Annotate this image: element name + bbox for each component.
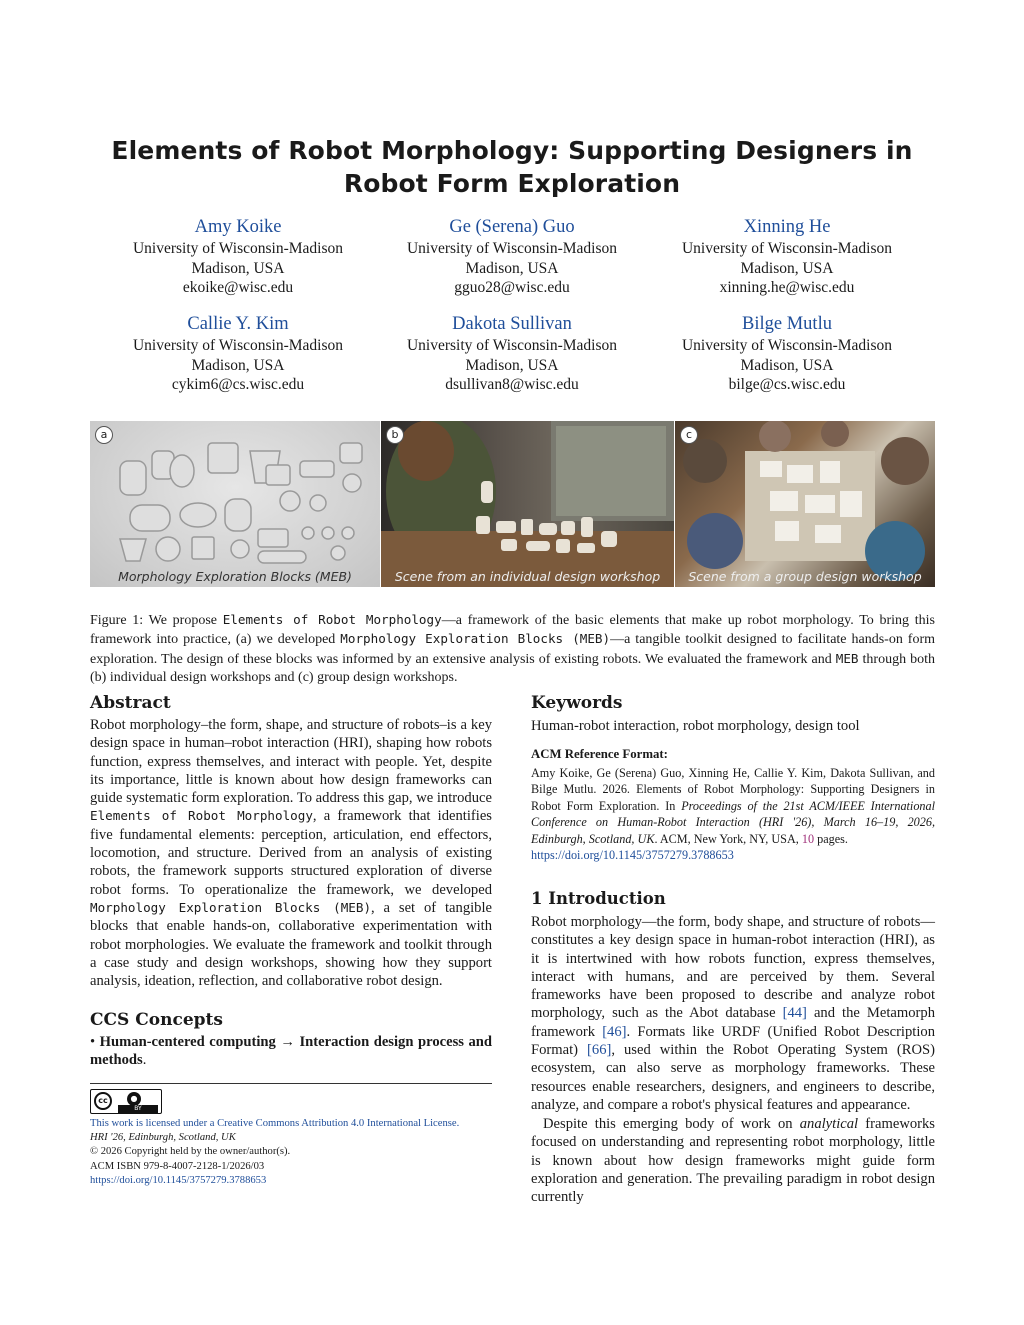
- citation-link[interactable]: [46]: [602, 1023, 627, 1040]
- author-affiliation: University of Wisconsin-Madison: [132, 337, 344, 354]
- author-location: Madison, USA: [740, 259, 834, 277]
- intro-emphasis: analytical: [799, 1116, 859, 1132]
- author-email: bilge@cs.wisc.edu: [728, 376, 846, 393]
- caption-text: through both (b) individual design workshops and (c) group design workshops.: [90, 651, 935, 685]
- author-block: [657, 216, 917, 298]
- individual-workshop-photo: [381, 421, 674, 587]
- group-workshop-photo: [675, 421, 935, 587]
- author-name[interactable]: Amy Koike: [194, 217, 282, 237]
- acm-reference-text: pages.: [814, 831, 848, 846]
- caption-text: —a tangible toolkit designed to facilitate hands-on form exploration. The design of these blocks was informed by an extensive analysis of existing robots. We evaluated the framework and: [90, 632, 936, 667]
- panel-badge: b: [386, 426, 404, 444]
- intro-text: . Formats like URDF (Unified Robot Description Format): [531, 1023, 935, 1059]
- ccs-concept: Human-centered computing: [99, 1034, 276, 1050]
- author-name[interactable]: Ge (Serena) Guo: [449, 217, 575, 237]
- author-name[interactable]: Xinning He: [743, 217, 831, 237]
- abstract-text: , a set of tangible blocks that enable hands-on, collaborative experimentation with robot morphologies. We evaluate the framework and toolkit through a case study and design workshops, showing how they support analysis, ideation, reflection, and collaborative robot design.: [90, 899, 492, 990]
- author-block: [108, 313, 368, 395]
- doi-link[interactable]: https://doi.org/10.1145/3757279.3788653: [90, 1174, 267, 1186]
- author-location: Madison, USA: [465, 259, 559, 277]
- attribution-person-icon: ●: [127, 1092, 141, 1106]
- license-link[interactable]: This work is licensed under a Creative Commons Attribution 4.0 International License.: [90, 1118, 460, 1129]
- isbn-line: ACM ISBN 979-8-4007-2128-1/2026/03: [90, 1160, 265, 1172]
- author-block: [657, 313, 917, 395]
- panel-badge: a: [95, 426, 113, 444]
- caption-mono: MEB: [835, 650, 859, 666]
- acm-doi-link[interactable]: https://doi.org/10.1145/3757279.3788653: [531, 848, 734, 862]
- acm-reference-text: Amy Koike, Ge (Serena) Guo, Xinning He, Callie Y. Kim, Dakota Sullivan, and Bilge Mutlu. 2026. Elements of Robot Morphology: Supporting Designers in Robot Form Exploration. In: [531, 765, 935, 813]
- creative-commons-badge[interactable]: [90, 1089, 162, 1114]
- ccs-end: .: [142, 1052, 147, 1069]
- abstract-text: Robot morphology–the form, shape, and structure of robots–is a key design space in human–robot interaction (HRI), shaping how robots function, express themselves, and interact with people. Yet, despite its importance, little is known about how design frameworks can guide systematic form exploration. To address this gap, we introduce: [90, 717, 492, 807]
- author-location: Madison, USA: [191, 356, 285, 374]
- author-name[interactable]: Callie Y. Kim: [187, 314, 289, 334]
- panel-caption: Scene from a group design workshop: [688, 569, 922, 584]
- keywords-heading: Keywords: [531, 693, 623, 713]
- author-email: xinning.he@wisc.edu: [719, 279, 855, 296]
- author-name[interactable]: Bilge Mutlu: [742, 314, 832, 334]
- acm-reference-text: . ACM, New York, NY, USA,: [654, 831, 802, 846]
- keywords-body: Human-robot interaction, robot morphology, design tool: [531, 718, 860, 734]
- author-block: [382, 216, 642, 298]
- acm-reference-label: ACM Reference Format:: [531, 747, 668, 761]
- caption-mono: Morphology Exploration Blocks (MEB): [340, 631, 611, 647]
- intro-text: and the Metamorph framework: [531, 1005, 936, 1040]
- figure-panel-c: [675, 421, 935, 587]
- blocks-illustration: [90, 421, 380, 587]
- abstract-mono: Morphology Exploration Blocks (MEB): [90, 899, 372, 915]
- author-location: Madison, USA: [740, 356, 834, 374]
- figure-panel-a: [90, 421, 380, 587]
- author-email: ekoike@wisc.edu: [182, 279, 294, 296]
- ccs-concept: Interaction design process and methods: [90, 1034, 492, 1069]
- author-block: [108, 216, 368, 298]
- caption-mono: Elements of Robot Morphology: [222, 612, 442, 627]
- author-location: Madison, USA: [191, 259, 285, 277]
- caption-text: Figure 1: We propose: [90, 613, 223, 628]
- citation-link[interactable]: [44]: [782, 1005, 807, 1022]
- figure-caption: [90, 611, 935, 687]
- venue-line: HRI '26, Edinburgh, Scotland, UK: [90, 1132, 236, 1144]
- copyright-line: © 2026 Copyright held by the owner/author(s).: [90, 1146, 291, 1158]
- panel-badge: c: [680, 426, 698, 444]
- intro-text: frameworks focused on understanding and representing robot morphology, little is known about how design frameworks might guide form exploration and generation. The prevailing paradigm in robot design currently: [531, 1116, 935, 1206]
- author-email: dsullivan8@wisc.edu: [445, 376, 579, 393]
- abstract-heading: Abstract: [90, 693, 171, 713]
- introduction-paragraph-1: [531, 913, 935, 1114]
- cc-icon: cc: [94, 1092, 112, 1110]
- author-name[interactable]: Dakota Sullivan: [452, 314, 572, 334]
- abstract-body: [90, 716, 492, 990]
- intro-text: Despite this emerging body of work on: [543, 1116, 800, 1132]
- ccs-arrow: →: [275, 1034, 300, 1050]
- ccs-body: [90, 1033, 492, 1070]
- paper-title: Elements of Robot Morphology: Supporting Designers in Robot Form Exploration: [111, 136, 913, 198]
- teaser-figure: [90, 421, 935, 587]
- panel-caption: Scene from an individual design workshop: [394, 569, 661, 584]
- footnote-divider: [90, 1083, 492, 1084]
- abstract-text: , a framework that identifies five fundamental elements: perception, articulation, end effectors, locomotion, and structure. Derived from an analysis of existing robots, the framework supports structured exploration of diverse robot forms. To operationalize the framework, we developed: [90, 808, 492, 898]
- author-affiliation: University of Wisconsin-Madison: [406, 337, 618, 354]
- by-label: BY: [118, 1105, 158, 1113]
- ccs-heading: CCS Concepts: [90, 1010, 223, 1030]
- author-email: gguo28@wisc.edu: [454, 279, 570, 296]
- intro-text: , used within the Robot Operating System (ROS) ecosystem, can also serve as morphology frameworks. These resources enable researchers, designers, and engineers to describe, analyze, and compare a robot's physical features and appearance.: [531, 1042, 936, 1113]
- author-location: Madison, USA: [465, 356, 559, 374]
- introduction-heading: 1 Introduction: [531, 889, 666, 908]
- license-block: [90, 1117, 500, 1188]
- caption-text: —a framework of the basic elements that make up robot morphology. To bring this framework into practice, (a) we developed: [90, 613, 935, 648]
- acm-reference-venue: Proceedings of the 21st ACM/IEEE International Conference on Human-Robot Interaction (HRI '26), March 16–19, 2026, Edinburgh, Scotland, UK: [531, 798, 935, 846]
- author-email: cykim6@cs.wisc.edu: [171, 376, 305, 393]
- author-affiliation: University of Wisconsin-Madison: [132, 240, 344, 257]
- author-block: [382, 313, 642, 395]
- intro-text: Robot morphology—the form, body shape, and structure of robots—constitutes a key design space in human-robot interaction (HRI), as it is intertwined with how robots function, express themselves, interact with humans, and are perceived by them. Several frameworks have been proposed to describe and analyze robot morphology, such as the Abot database: [531, 914, 935, 1022]
- citation-link[interactable]: [66]: [587, 1042, 612, 1059]
- page-count-link[interactable]: 10: [801, 831, 815, 846]
- panel-caption: Morphology Exploration Blocks (MEB): [118, 569, 352, 584]
- author-affiliation: University of Wisconsin-Madison: [406, 240, 618, 257]
- introduction-paragraph-2: [531, 1115, 935, 1206]
- ccs-bullet: •: [90, 1034, 100, 1050]
- figure-panel-b: [381, 421, 674, 587]
- abstract-mono: Elements of Robot Morphology: [90, 808, 313, 824]
- acm-reference: [531, 746, 935, 864]
- author-affiliation: University of Wisconsin-Madison: [681, 337, 893, 354]
- author-affiliation: University of Wisconsin-Madison: [681, 240, 893, 257]
